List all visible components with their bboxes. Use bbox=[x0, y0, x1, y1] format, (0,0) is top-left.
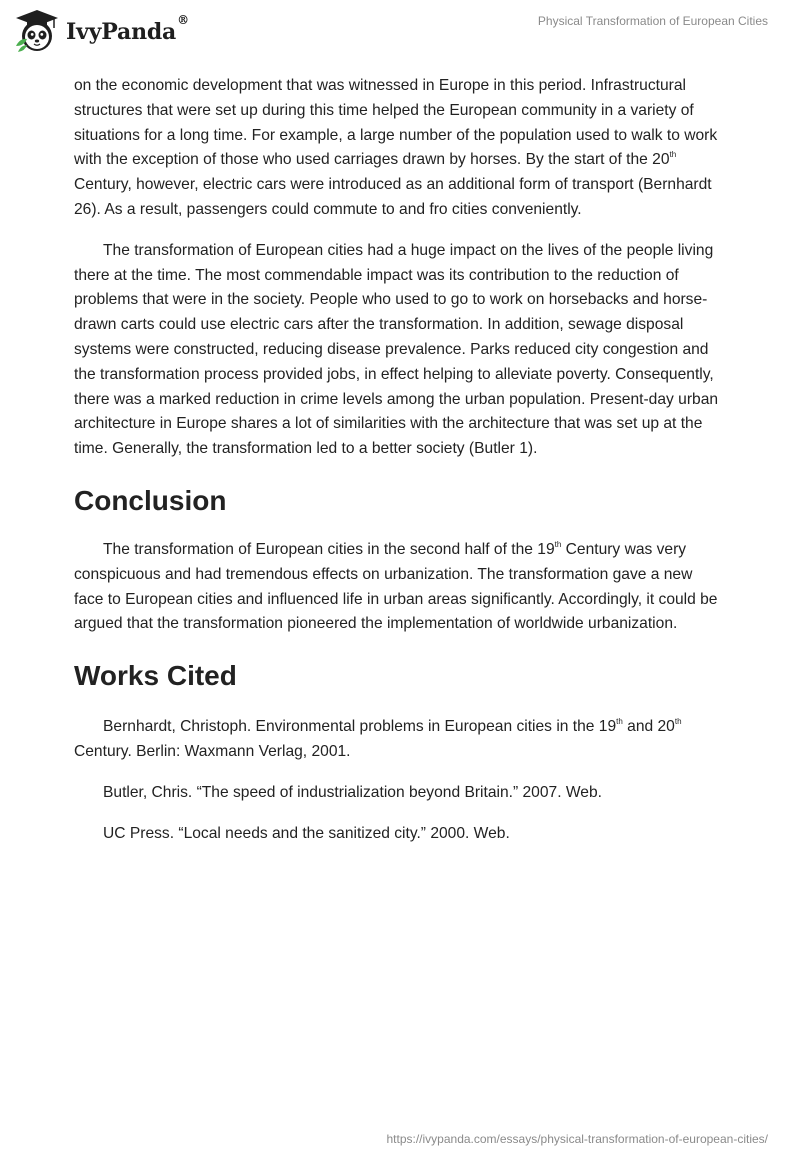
panda-mascot-icon bbox=[14, 8, 60, 54]
page-header bbox=[0, 0, 800, 70]
essay-body bbox=[74, 74, 726, 846]
works-cited-heading: Works Cited bbox=[74, 660, 237, 692]
source-url[interactable]: https://ivypanda.com/essays/physical-transformation-of-european-cities/ bbox=[386, 1132, 768, 1146]
ivypanda-logo[interactable] bbox=[14, 8, 189, 54]
document-title: Physical Transformation of European Cities bbox=[537, 14, 768, 28]
paragraph-conclusion: The transformation of European cities in the second half of the 19th Century was very conspicuous and had tremendous effects on urbanization. The transformation gave a new face to European cities and influenced life in urban areas significantly. Accordingly, it could be argued that the transformation pioneered the implementation of worldwide urbanization. bbox=[74, 539, 718, 633]
conclusion-heading: Conclusion bbox=[74, 484, 227, 516]
paragraph-continuation: on the economic development that was witnessed in Europe in this period. Infrastructural structures that were set up during this time helped the European community in a variety of situations for a long time. For example, a large number of the population used to walk to work with the exception of those who used carriages drawn by horses. By the start of the 20th Century, however, electric cars were introduced as an additional form of transport (Bernhardt 26). As a result, passengers could commute to and fro cities conveniently. bbox=[74, 77, 718, 218]
citation-uc-press: UC Press. “Local needs and the sanitized city.” 2000. Web. bbox=[103, 824, 510, 842]
brand-name: IvyPanda® bbox=[66, 13, 189, 45]
citation-butler: Butler, Chris. “The speed of industrialization beyond Britain.” 2007. Web. bbox=[103, 783, 602, 801]
paragraph-impact: The transformation of European cities had a huge impact on the lives of the people living there at the time. The most commendable impact was its contribution to the reduction of problems that were in the society. People who used to go to work on horsebacks and horse-drawn carts could use electric cars after the transformation. In addition, sewage disposal systems were constructed, reducing disease prevalence. Parks reduced city congestion and the transformation process provided jobs, in effect helping to alleviate poverty. Consequently, there was a marked reduction in crime levels among the urban population. Present-day urban architecture in Europe shares a lot of similarities with the architecture that was set up at the time. Generally, the transformation led to a better society (Butler 1). bbox=[74, 241, 719, 458]
citation-bernhardt: Bernhardt, Christoph. Environmental problems in European cities in the 19th and 20th Century. Berlin: Waxmann Verlag, 2001. bbox=[74, 716, 682, 760]
